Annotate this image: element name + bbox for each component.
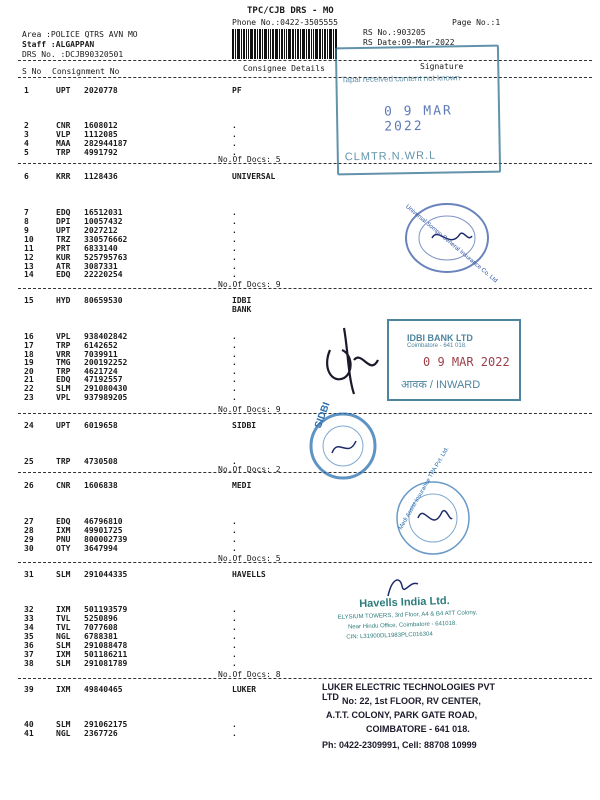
row-number: 937989205 bbox=[84, 393, 128, 402]
row-code: TVL bbox=[56, 614, 71, 623]
row-number: 80659530 bbox=[84, 296, 123, 305]
stamp-text: Ph: 0422-2309991, Cell: 88708 10999 bbox=[322, 740, 477, 750]
stamp-date: 0 9 MAR 2022 bbox=[423, 355, 510, 369]
row-code: KRR bbox=[56, 172, 71, 181]
stamp-text: No: 22, 1st FLOOR, RV CENTER, bbox=[342, 696, 481, 706]
row-code: SLM bbox=[56, 720, 71, 729]
docs-count: No.Of Docs: 2 bbox=[218, 465, 281, 474]
row-code: PRT bbox=[56, 244, 71, 253]
row-sno: 8 bbox=[24, 217, 29, 226]
row-code: UPT bbox=[56, 86, 71, 95]
row-dot: . bbox=[232, 235, 237, 244]
row-code: KUR bbox=[56, 253, 71, 262]
row-number: 2020778 bbox=[84, 86, 118, 95]
row-number: 525795763 bbox=[84, 253, 128, 262]
row-sno: 36 bbox=[24, 641, 34, 650]
separator bbox=[18, 678, 592, 679]
row-dot: . bbox=[232, 641, 237, 650]
row-sno: 39 bbox=[24, 685, 34, 694]
row-dot: . bbox=[232, 358, 237, 367]
area-label: Area :POLICE QTRS AVN MO bbox=[22, 30, 138, 39]
stamp-text: COIMBATORE - 641 018. bbox=[366, 724, 470, 734]
row-number: 291081789 bbox=[84, 659, 128, 668]
row-dot: . bbox=[232, 632, 237, 641]
phone-number: Phone No.:0422-3505555 bbox=[232, 18, 338, 27]
row-code: EDQ bbox=[56, 375, 71, 384]
row-number: 6019658 bbox=[84, 421, 118, 430]
row-sno: 41 bbox=[24, 729, 34, 738]
row-code: SLM bbox=[56, 570, 71, 579]
row-dot: . bbox=[232, 659, 237, 668]
row-number: 7077608 bbox=[84, 623, 118, 632]
luker-stamp bbox=[320, 680, 500, 760]
stamp-text: IDBI BANK LTD bbox=[407, 333, 473, 343]
row-number: 291062175 bbox=[84, 720, 128, 729]
row-sno: 19 bbox=[24, 358, 34, 367]
separator bbox=[18, 163, 592, 164]
row-dot: . bbox=[232, 614, 237, 623]
row-sno: 27 bbox=[24, 517, 34, 526]
row-number: 49901725 bbox=[84, 526, 123, 535]
row-sno: 1 bbox=[24, 86, 29, 95]
separator bbox=[18, 472, 592, 473]
separator bbox=[18, 413, 592, 414]
page-number: Page No.:1 bbox=[452, 18, 501, 27]
row-sno: 10 bbox=[24, 235, 34, 244]
row-sno: 5 bbox=[24, 148, 29, 157]
row-code: EDQ bbox=[56, 208, 71, 217]
stamp-text: LUKER ELECTRIC TECHNOLOGIES PVT LTD bbox=[322, 682, 496, 702]
separator bbox=[18, 60, 592, 61]
row-consignee: PF bbox=[232, 86, 242, 95]
stamp-text: A.T.T. COLONY, PARK GATE ROAD, bbox=[326, 710, 478, 720]
row-number: 2367726 bbox=[84, 729, 118, 738]
row-dot: . bbox=[232, 253, 237, 262]
universal-received-stamp bbox=[335, 45, 501, 176]
row-number: 501186211 bbox=[84, 650, 128, 659]
row-code: SLM bbox=[56, 384, 71, 393]
staff-label: Staff :ALGAPPAN bbox=[22, 40, 95, 49]
row-code: TVL bbox=[56, 623, 71, 632]
row-sno: 37 bbox=[24, 650, 34, 659]
row-code: VPL bbox=[56, 332, 71, 341]
row-number: 4621724 bbox=[84, 367, 118, 376]
row-number: 291044335 bbox=[84, 570, 128, 579]
row-dot: . bbox=[232, 367, 237, 376]
row-code: HYD bbox=[56, 296, 71, 305]
havells-stamp bbox=[337, 593, 504, 657]
row-code: CNR bbox=[56, 121, 71, 130]
stamp-text: आवक / INWARD bbox=[401, 379, 481, 391]
row-dot: . bbox=[232, 217, 237, 226]
row-code: VPL bbox=[56, 393, 71, 402]
stamp-text: CIN: L31900DL1983PLC016304 bbox=[346, 631, 433, 641]
row-sno: 32 bbox=[24, 605, 34, 614]
row-consignee: MEDI bbox=[232, 481, 252, 490]
row-number: 291088478 bbox=[84, 641, 128, 650]
row-dot: . bbox=[232, 375, 237, 384]
row-code: IXM bbox=[56, 605, 71, 614]
docs-count: No.Of Docs: 9 bbox=[218, 280, 281, 289]
medi-seal-text: Medi Assist Insurance TPA Pvt. Ltd. bbox=[398, 446, 451, 531]
row-code: IXM bbox=[56, 685, 71, 694]
row-sno: 31 bbox=[24, 570, 34, 579]
row-sno: 9 bbox=[24, 226, 29, 235]
row-sno: 3 bbox=[24, 130, 29, 139]
col-signature: Signature bbox=[420, 62, 464, 71]
row-number: 10057432 bbox=[84, 217, 123, 226]
rs-date: RS Date:09-Mar-2022 bbox=[363, 38, 455, 47]
row-number: 6788381 bbox=[84, 632, 118, 641]
row-dot: . bbox=[232, 139, 237, 148]
row-number: 3647994 bbox=[84, 544, 118, 553]
row-sno: 18 bbox=[24, 350, 34, 359]
row-consignee: UNIVERSAL bbox=[232, 172, 276, 181]
row-dot: . bbox=[232, 650, 237, 659]
row-sno: 33 bbox=[24, 614, 34, 623]
row-code: NGL bbox=[56, 729, 71, 738]
rs-number: RS No.:903205 bbox=[363, 28, 426, 37]
docs-count: No.Of Docs: 9 bbox=[218, 405, 281, 414]
row-number: 4991792 bbox=[84, 148, 118, 157]
row-code: SLM bbox=[56, 641, 71, 650]
row-sno: 26 bbox=[24, 481, 34, 490]
stamp-date: 0 9 MAR 2022 bbox=[383, 103, 453, 135]
row-dot: . bbox=[232, 226, 237, 235]
row-sno: 6 bbox=[24, 172, 29, 181]
row-code: CNR bbox=[56, 481, 71, 490]
row-number: 46796810 bbox=[84, 517, 123, 526]
row-code: DPI bbox=[56, 217, 71, 226]
row-code: ATR bbox=[56, 262, 71, 271]
barcode bbox=[232, 29, 352, 59]
row-sno: 35 bbox=[24, 632, 34, 641]
row-dot: . bbox=[232, 341, 237, 350]
stamp-text: ELYSIUM TOWERS, 3rd Floor, A4 & B4 ATT Colony, bbox=[337, 610, 478, 621]
row-code: EDQ bbox=[56, 270, 71, 279]
row-code: VLP bbox=[56, 130, 71, 139]
row-number: 330576662 bbox=[84, 235, 128, 244]
report-title: TPC/CJB DRS - MO bbox=[247, 6, 334, 16]
row-number: 1608012 bbox=[84, 121, 118, 130]
universal-seal-text: Universal Sompo General Insurance Co. Ltd bbox=[404, 204, 499, 285]
separator bbox=[18, 77, 592, 78]
row-number: 200192252 bbox=[84, 358, 128, 367]
docs-count: No.Of Docs: 5 bbox=[218, 554, 281, 563]
row-dot: . bbox=[232, 535, 237, 544]
row-code: UPT bbox=[56, 421, 71, 430]
row-number: 1112085 bbox=[84, 130, 118, 139]
col-sno: S No bbox=[22, 67, 42, 76]
row-sno: 12 bbox=[24, 253, 34, 262]
row-code: TRP bbox=[56, 457, 71, 466]
row-sno: 7 bbox=[24, 208, 29, 217]
row-sno: 30 bbox=[24, 544, 34, 553]
row-dot: . bbox=[232, 244, 237, 253]
row-number: 501193579 bbox=[84, 605, 128, 614]
row-sno: 25 bbox=[24, 457, 34, 466]
row-dot: . bbox=[232, 720, 237, 729]
row-sno: 23 bbox=[24, 393, 34, 402]
separator bbox=[18, 288, 592, 289]
row-code: TRP bbox=[56, 367, 71, 376]
row-consignee: LUKER bbox=[232, 685, 257, 694]
row-code: NGL bbox=[56, 632, 71, 641]
row-sno: 29 bbox=[24, 535, 34, 544]
row-sno: 40 bbox=[24, 720, 34, 729]
row-dot: . bbox=[232, 270, 237, 279]
col-consignee: Consignee Details bbox=[243, 64, 325, 73]
row-dot: . bbox=[232, 384, 237, 393]
sidbi-seal-text: SIDBI bbox=[313, 400, 333, 430]
row-code: TRZ bbox=[56, 235, 71, 244]
row-sno: 20 bbox=[24, 367, 34, 376]
row-sno: 22 bbox=[24, 384, 34, 393]
row-code: SLM bbox=[56, 659, 71, 668]
row-dot: . bbox=[232, 729, 237, 738]
row-dot: . bbox=[232, 526, 237, 535]
row-number: 1606838 bbox=[84, 481, 118, 490]
row-number: 16512031 bbox=[84, 208, 123, 217]
row-code: EDQ bbox=[56, 517, 71, 526]
row-number: 6142652 bbox=[84, 341, 118, 350]
row-code: MAA bbox=[56, 139, 71, 148]
row-number: 5250896 bbox=[84, 614, 118, 623]
row-number: 800002739 bbox=[84, 535, 128, 544]
row-sno: 34 bbox=[24, 623, 34, 632]
row-code: TRP bbox=[56, 148, 71, 157]
stamp-text: Coimbatore - 641 018. bbox=[407, 343, 467, 349]
row-code: IXM bbox=[56, 526, 71, 535]
row-sno: 4 bbox=[24, 139, 29, 148]
row-dot: . bbox=[232, 544, 237, 553]
row-code: VRR bbox=[56, 350, 71, 359]
row-number: 6833140 bbox=[84, 244, 118, 253]
row-number: 3087331 bbox=[84, 262, 118, 271]
row-dot: . bbox=[232, 350, 237, 359]
row-number: 282944187 bbox=[84, 139, 128, 148]
row-dot: . bbox=[232, 393, 237, 402]
row-dot: . bbox=[232, 517, 237, 526]
row-number: 22220254 bbox=[84, 270, 123, 279]
stamp-text: Tapal received content not known bbox=[341, 73, 461, 85]
row-dot: . bbox=[232, 605, 237, 614]
row-number: 4730508 bbox=[84, 457, 118, 466]
row-dot: . bbox=[232, 262, 237, 271]
row-sno: 13 bbox=[24, 262, 34, 271]
row-dot: . bbox=[232, 623, 237, 632]
row-sno: 15 bbox=[24, 296, 34, 305]
row-dot: . bbox=[232, 208, 237, 217]
row-sno: 2 bbox=[24, 121, 29, 130]
row-dot: . bbox=[232, 332, 237, 341]
row-sno: 11 bbox=[24, 244, 34, 253]
row-number: 291080430 bbox=[84, 384, 128, 393]
stamp-text: Near Hindu Office, Coimbatore - 641018. bbox=[347, 620, 458, 631]
row-code: TMG bbox=[56, 358, 71, 367]
idbi-stamp bbox=[387, 319, 521, 401]
row-number: 1128436 bbox=[84, 172, 118, 181]
row-sno: 21 bbox=[24, 375, 34, 384]
row-code: PNU bbox=[56, 535, 71, 544]
row-consignee: SIDBI bbox=[232, 421, 257, 430]
docs-count: No.Of Docs: 8 bbox=[218, 670, 281, 679]
row-number: 47192557 bbox=[84, 375, 123, 384]
row-dot: . bbox=[232, 130, 237, 139]
docs-count: No.Of Docs: 5 bbox=[218, 155, 281, 164]
row-number: 938402842 bbox=[84, 332, 128, 341]
row-dot: . bbox=[232, 457, 237, 466]
row-consignee: IDBI BANK bbox=[232, 296, 252, 314]
separator bbox=[18, 562, 592, 563]
row-sno: 16 bbox=[24, 332, 34, 341]
row-number: 49840465 bbox=[84, 685, 123, 694]
stamp-text: Havells India Ltd. bbox=[359, 594, 450, 611]
row-code: TRP bbox=[56, 341, 71, 350]
row-number: 7039911 bbox=[84, 350, 118, 359]
row-dot: . bbox=[232, 121, 237, 130]
row-sno: 14 bbox=[24, 270, 34, 279]
row-sno: 17 bbox=[24, 341, 34, 350]
row-sno: 28 bbox=[24, 526, 34, 535]
row-sno: 38 bbox=[24, 659, 34, 668]
row-number: 2027212 bbox=[84, 226, 118, 235]
row-dot: . bbox=[232, 148, 237, 157]
row-consignee: HAVELLS bbox=[232, 570, 266, 579]
row-code: IXM bbox=[56, 650, 71, 659]
stamp-footer: CLMTR.N.WR.L bbox=[344, 149, 437, 164]
row-sno: 24 bbox=[24, 421, 34, 430]
drs-number: DRS No. :DCJB90320501 bbox=[22, 50, 124, 59]
idbi-signature bbox=[318, 320, 386, 400]
col-consignment: Consignment No bbox=[52, 67, 120, 76]
row-code: UPT bbox=[56, 226, 71, 235]
row-code: OTY bbox=[56, 544, 71, 553]
